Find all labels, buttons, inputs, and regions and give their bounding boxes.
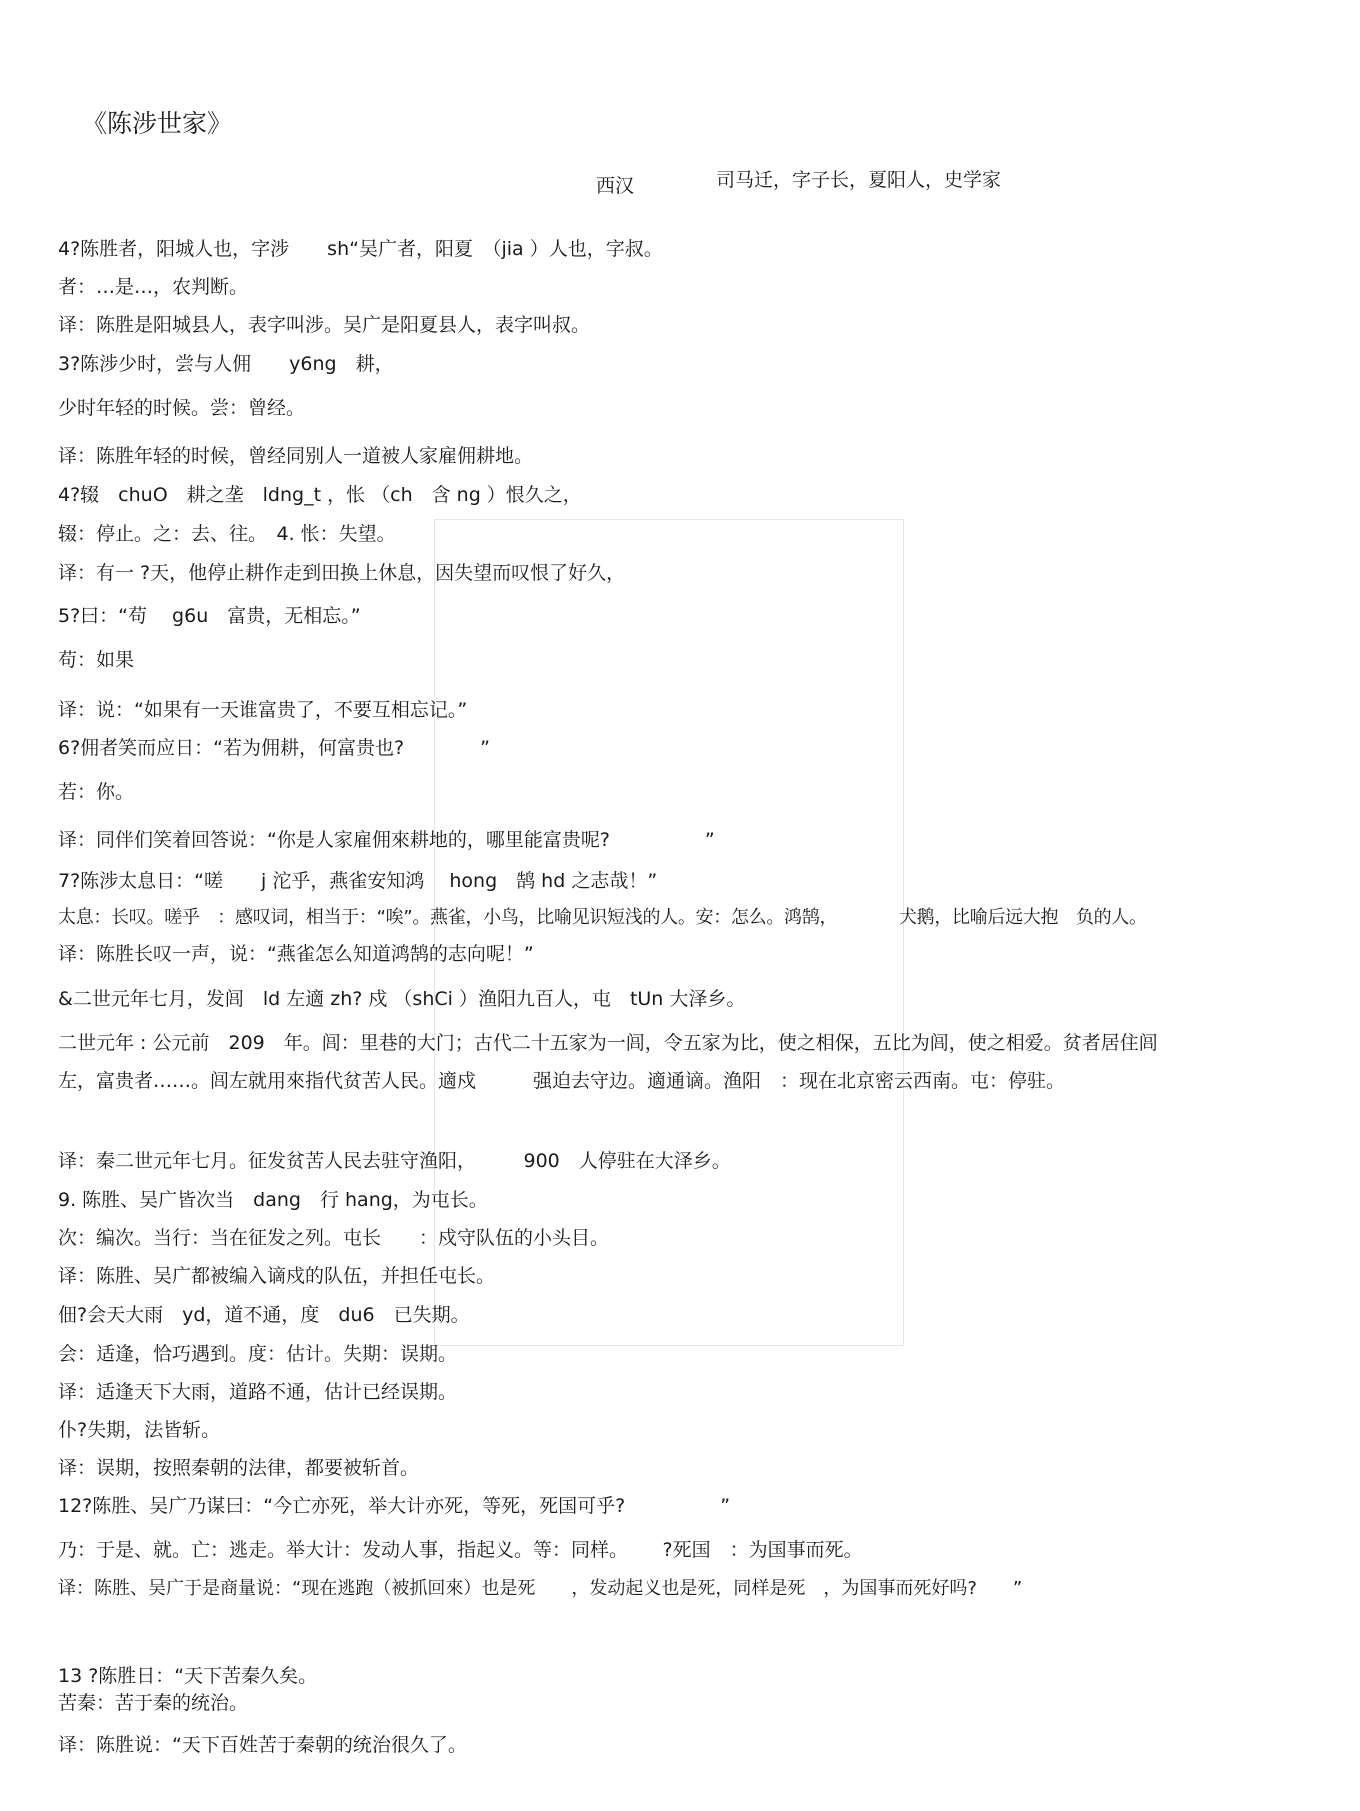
- text-line: 译：陈胜、吴广都被编入谪戍的队伍，并担任屯长。: [58, 1265, 496, 1287]
- text-line: 乃：于是、就。亡：逃走。举大计：发动人事，指起义。等：同样。 ?死国 ：为国事而死。: [58, 1539, 863, 1561]
- text-line: 译：陈胜说：“天下百姓苦于秦朝的统治很久了。: [58, 1734, 467, 1756]
- text-line: 译：同伴们笑着回答说：“你是人家雇佣來耕地的，哪里能富贵呢? ”: [58, 829, 715, 851]
- text-line: 13 ?陈胜日：“天下苦秦久矣。: [58, 1665, 318, 1687]
- text-line: 少时年轻的时候。尝：曾经。: [58, 397, 306, 419]
- text-line: 4?辍 chuO 耕之垄 ldng_t ，怅 （ch 含 ng ）恨久之，: [58, 484, 582, 506]
- text-line: 4?陈胜者，阳城人也，字涉 sh“吴广者，阳夏 （jia ）人也，字叔。: [58, 238, 663, 260]
- text-line: 左，富贵者……。闾左就用來指代贫苦人民。適戍 强迫去守边。適通谪。渔阳 ：现在北京密云西南。屯：停驻。: [58, 1070, 1066, 1092]
- text-line: 9. 陈胜、吴广皆次当 dang 行 hang，为屯长。: [58, 1189, 488, 1211]
- text-line: 译：说：“如果有一天谁富贵了，不要互相忘记。”: [58, 699, 468, 721]
- text-line: 12?陈胜、吴广乃谋曰：“今亡亦死，举大计亦死，等死，死国可乎? ”: [58, 1495, 731, 1517]
- text-line: 次：编次。当行：当在征发之列。屯长 ：戍守队伍的小头目。: [58, 1227, 610, 1249]
- text-line: 者：…是…，农判断。: [58, 276, 249, 298]
- text-line: 译：陈胜、吴广于是商量说：“现在逃跑（被抓回來）也是死 ，发动起义也是死，同样是死 ，为国事而死好吗? ”: [58, 1578, 1023, 1599]
- text-line: 二世元年 : 公元前 209 年。闾：里巷的大门；古代二十五家为一闾，令五家为比，使之相保，五比为闾，使之相爱。贫者居住闾: [58, 1032, 1158, 1054]
- text-line: 仆?失期，法皆斩。: [58, 1419, 221, 1441]
- text-line: 译：陈胜年轻的时候，曾经同别人一道被人家雇佣耕地。: [58, 445, 534, 467]
- text-line: 译：误期，按照秦朝的法律，都要被斩首。: [58, 1457, 420, 1479]
- text-line: 译：适逢天下大雨，道路不通，估计已经误期。: [58, 1381, 458, 1403]
- text-line: 佃?会天大雨 yd，道不通，度 du6 已失期。: [58, 1304, 470, 1326]
- text-line: 会：适逢，恰巧遇到。度：估计。失期：误期。: [58, 1343, 458, 1365]
- text-line: 3?陈涉少时，尝与人佣 y6ng 耕，: [58, 353, 394, 375]
- byline-author: 司马迁，字子长，夏阳人，史学家: [716, 169, 1002, 191]
- text-line: 5?曰：“苟 g6u 富贵，无相忘。”: [58, 605, 361, 627]
- scan-frame-border: [434, 519, 904, 1346]
- text-line: 太息：长叹。嗟乎 ：感叹词，相当于：“唉”。燕雀，小鸟，比喻见识短浅的人。安：怎么。鸿鹄， 犬鹅，比喻后远大抱 负的人。: [58, 907, 1147, 928]
- text-line: 苟：如果: [58, 649, 135, 671]
- text-line: 苦秦：苦于秦的统治。: [58, 1692, 249, 1714]
- text-line: 译：有一 ?天，他停止耕作走到田换上休息，因失望而叹恨了好久，: [58, 562, 626, 584]
- text-line: 7?陈涉太息日：“嗟 j 沱乎，燕雀安知鸿 hong 鹄 hd 之志哉！”: [58, 870, 658, 892]
- text-line: &二世元年七月，发闾 ld 左適 zh? 戍 （shCi ）渔阳九百人，屯 tUn 大泽乡。: [58, 988, 746, 1010]
- text-line: 若：你。: [58, 781, 135, 803]
- text-line: 辍：停止。之：去、往。 4. 怅：失望。: [58, 523, 396, 545]
- text-line: 译：陈胜是阳城县人，表字叫涉。吴广是阳夏县人，表字叫叔。: [58, 314, 591, 336]
- text-line: 6?佣者笑而应日：“若为佣耕，何富贵也? ”: [58, 737, 490, 759]
- page-title: 《陈涉世家》: [82, 109, 233, 138]
- text-line: 译：陈胜长叹一声，说：“燕雀怎么知道鸿鹄的志向呢！”: [58, 943, 534, 965]
- byline-dynasty: 西汉: [596, 175, 635, 197]
- text-line: 译：秦二世元年七月。征发贫苦人民去驻守渔阳， 900 人停驻在大泽乡。: [58, 1150, 731, 1172]
